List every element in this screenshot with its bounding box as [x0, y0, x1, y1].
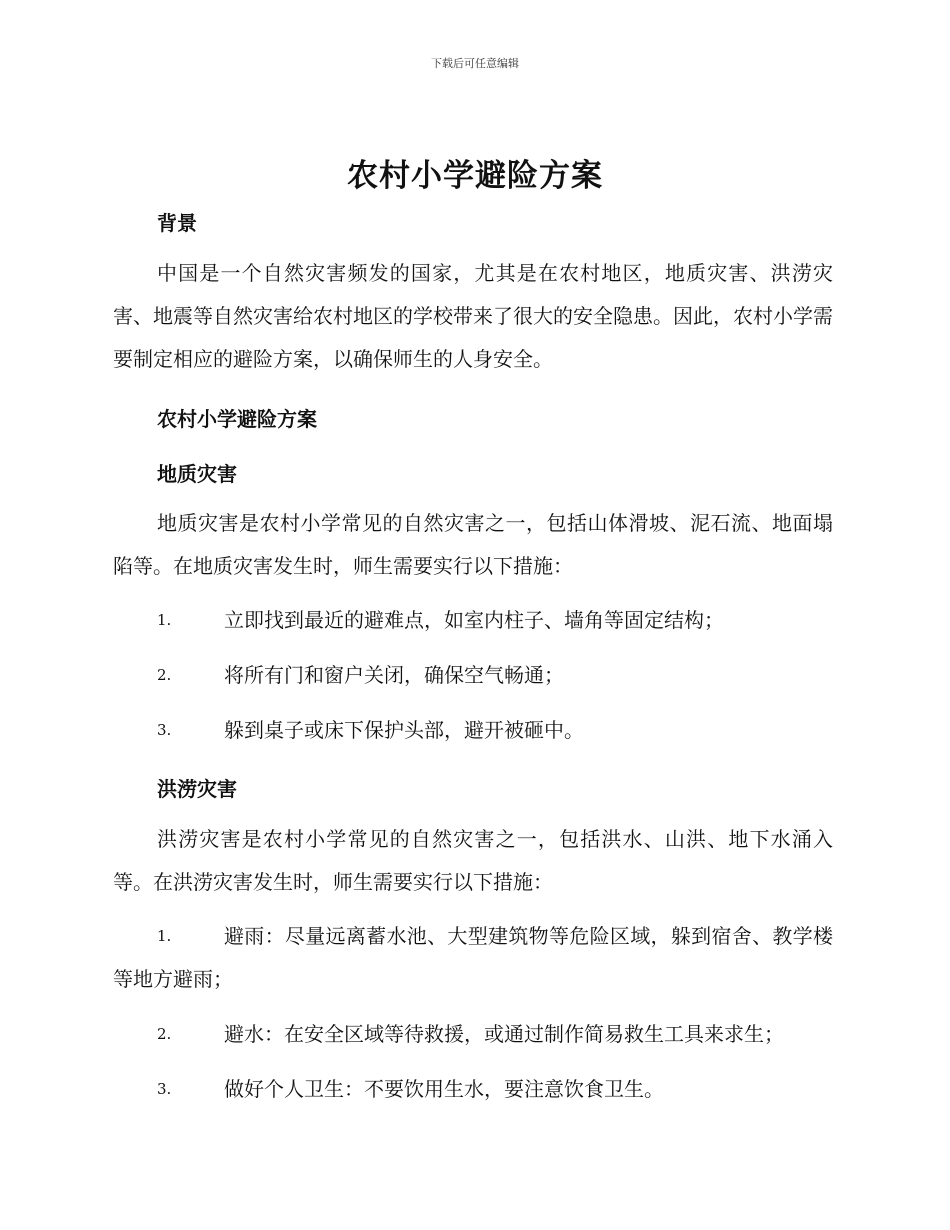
list-text: 避雨：尽量远离蓄水池、大型建筑物等危险区域，躲到宿舍、教学楼等地方避雨； — [113, 924, 833, 991]
list-number: 3. — [157, 1080, 172, 1098]
list-item — [113, 915, 833, 1001]
header-note: 下载后可任意编辑 — [431, 57, 519, 70]
list-number: 1. — [157, 927, 172, 945]
list-text: 躲到桌子或床下保护头部，避开被砸中。 — [224, 718, 584, 742]
paragraph-geological: 地质灾害是农村小学常见的自然灾害之一，包括山体滑坡、泥石流、地面塌陷等。在地质灾害发生时，师生需要实行以下措施： — [113, 511, 833, 578]
list-text: 将所有门和窗户关闭，确保空气畅通； — [224, 663, 564, 687]
list-text: 做好个人卫生：不要饮用生水，要注意饮食卫生。 — [224, 1077, 664, 1101]
paragraph-background: 中国是一个自然灾害频发的国家，尤其是在农村地区，地质灾害、洪涝灾害、地震等自然灾害给农村地区的学校带来了很大的安全隐患。因此，农村小学需要制定相应的避险方案，以确保师生的人身安全。 — [113, 261, 833, 371]
heading-geological: 地质灾害 — [157, 462, 237, 486]
heading-flood: 洪涝灾害 — [157, 777, 237, 801]
list-number: 1. — [157, 611, 172, 629]
list-item — [113, 709, 833, 752]
list-number: 3. — [157, 721, 172, 739]
paragraph-flood: 洪涝灾害是农村小学常见的自然灾害之一，包括洪水、山洪、地下水涌入等。在洪涝灾害发生时，师生需要实行以下措施： — [113, 827, 833, 894]
list-number: 2. — [157, 666, 172, 684]
heading-plan: 农村小学避险方案 — [157, 407, 317, 431]
list-item — [113, 1013, 833, 1056]
heading-background: 背景 — [157, 211, 197, 235]
document-title: 农村小学避险方案 — [347, 158, 603, 194]
list-item — [113, 1068, 833, 1111]
list-item — [113, 654, 833, 697]
list-text: 立即找到最近的避难点，如室内柱子、墙角等固定结构； — [224, 608, 724, 632]
list-text: 避水：在安全区域等待救援，或通过制作简易救生工具来求生； — [224, 1022, 784, 1046]
list-item — [113, 599, 833, 642]
list-number: 2. — [157, 1025, 172, 1043]
